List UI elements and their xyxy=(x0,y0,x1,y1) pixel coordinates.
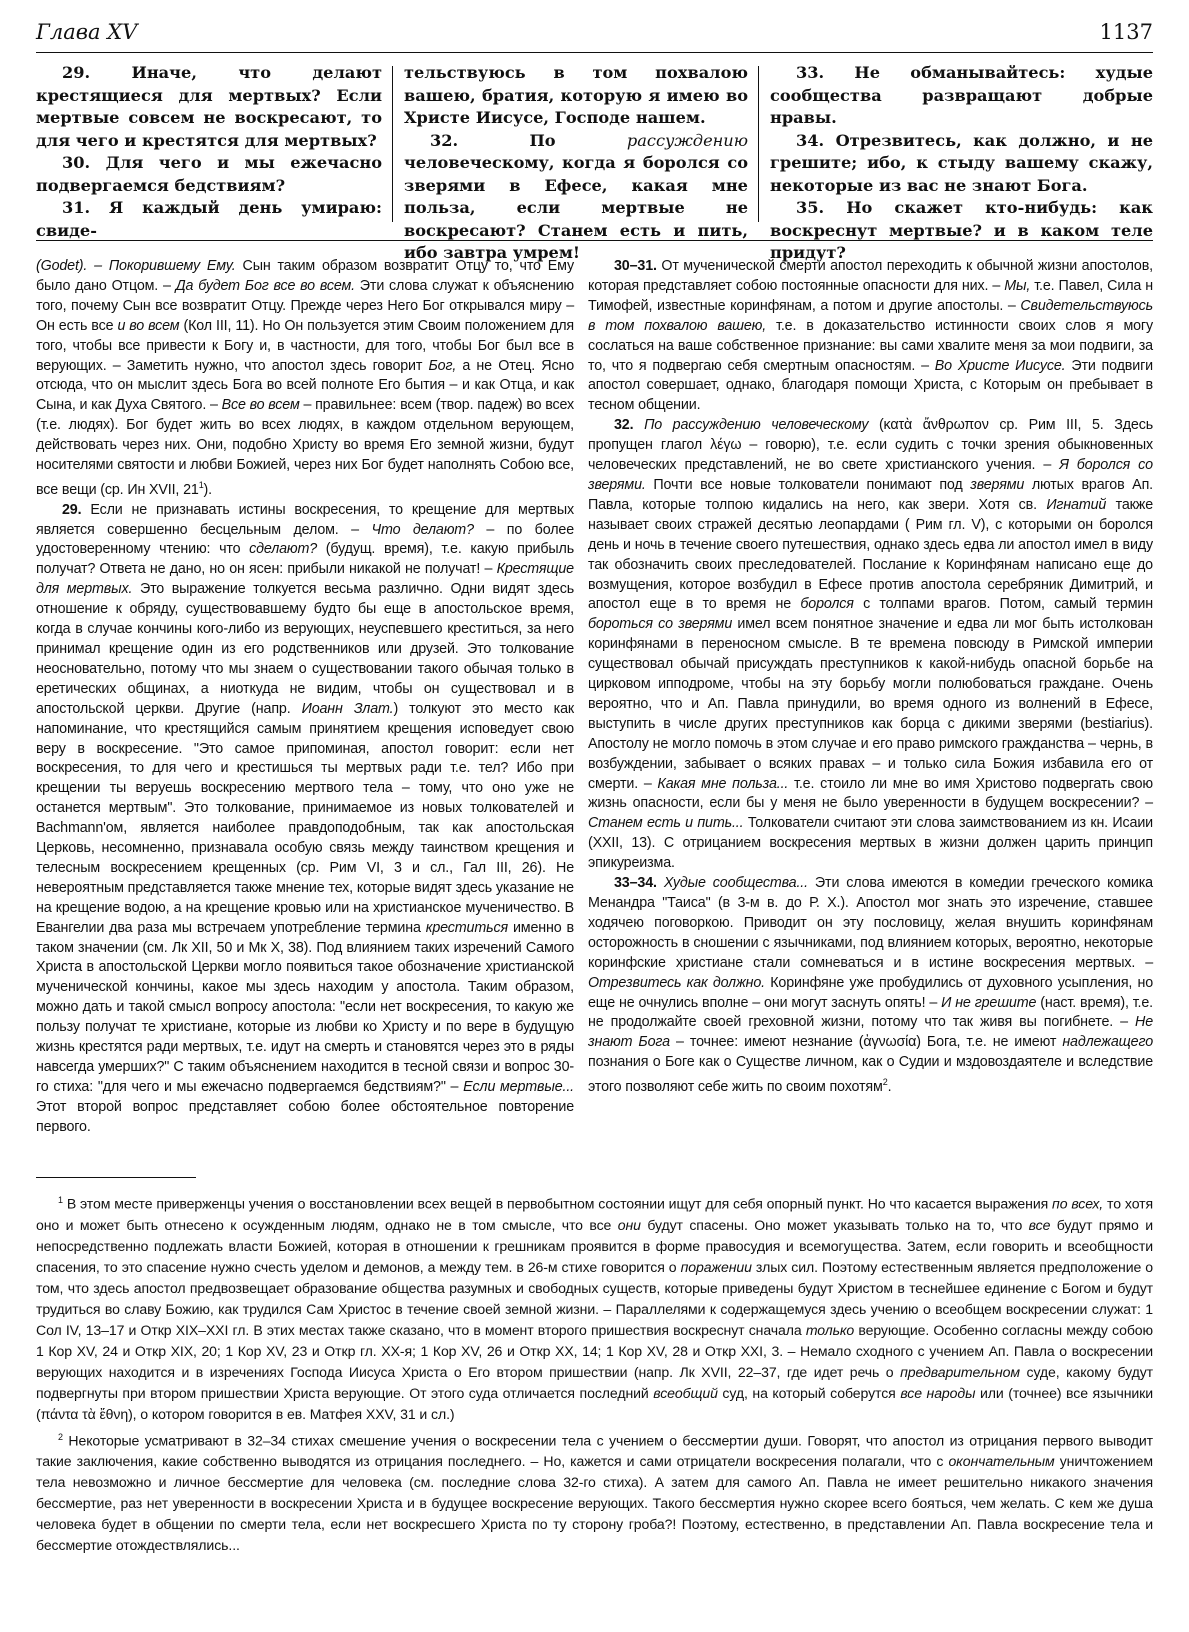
header-rule xyxy=(36,52,1153,53)
column-divider xyxy=(392,66,393,222)
verse-29: 29. Иначе, что делают крестящиеся для мертвых? Если мертвые совсем не воскресают, то для чего и крестятся для мертвых? xyxy=(36,63,382,150)
verse-column-1 xyxy=(36,62,382,240)
running-header xyxy=(36,20,1153,50)
commentary-paragraph-30-31: 30–31. От мученической смерти апостол переходить к обычной жизни апостолов, которая представляет собою постоянные опасности для них. – Мы, т.е. Павел, Сила н Тимофей, известные коринфянам, а потом и другие апостолы. – Свидетельствуюсь в том похвалою вашею, т.е. в доказательство истинности своих слов я могу сослаться на ваше собственное признание: вы сами хвалите меня за мои подвиги, за то, что я подвергаю себя смертным опасностям. – Во Христе Иисусе. Эти подвиги апостол совершает, однако, благодаря помощи Христа, с Которым он пребывает в тесном общении. xyxy=(588,258,1153,414)
footnotes xyxy=(36,1190,1153,1620)
verse-column-2 xyxy=(404,62,748,262)
scripture-verses xyxy=(36,62,1153,262)
section-rule xyxy=(36,240,1153,241)
footnote-2: $^2$ Некоторые усматривают в 32–34 стихах смешение учения о воскресении тела с учением о бессмертии души. Говорят, что апостол из отрицания первого выводит такие заключения, какие собственно выводятся из отрицания последнего. – Но, кажется и сами отрицатели воскресения полагали, что с окончательным уничтожением тела невозможно и личное бессмертие для человека (см. последние слова 32-го стиха). А затем для самого Ап. Павла не имеет решительно никакого значения бессмертие, раз нет уверенности в воскресении Христа и в будущее воскресение верующих. Такого бессмертия нужно скорее всего бояться, чем желать. С кем же душа человека будет в общении по смерти тела, если нет воскресшего Христа по ту сторону гроба?! Поэтому, естественно, в представлении Ап. Павла воскресение тела и бессмертие отождествлялись... xyxy=(36,1431,1153,1554)
commentary-paragraph: (Godet). – Покорившему Ему. Сын таким образом возвратит Отцу то, что Ему было дано Отцом. – Да будет Бог все во всем. Эти слова служат к объяснению того, почему Сын все возвратит Отцу. Прежде через Него Бог открывался миру – Он есть все и во всем (Кол III, 11). Но Он пользуется этим Своим положением для того, чтобы все привести к Богу и, в частности, для того, чтобы Бог был все в верующих. – Заметить нужно, что апостол здесь говорит Бог, а не Отец. Ясно отсюда, что он мыслит здесь Бога во всей полноте Его бытия – и как Отца, и как Сына, и как Духа Святого. – Все во всем – правильнее: всем (твор. падеж) во всех (т.е. людях). Бог будет жить во всех людях, в каждом отдельном верующем, действовать через них. Они, подобно Христу во время Его земной жизни, будут носителями святости и любви Божией, через них Бог будет наполнять Собою все, все вещи (ср. Ин XVII, $21^1$). xyxy=(36,258,575,498)
verse-35: 35. Но скажет кто-нибудь: как воскреснут мертвые? и в каком теле придут? xyxy=(770,198,1153,262)
verse-33: 33. Не обманывайтесь: худые сообщества развращают добрые нравы. xyxy=(770,63,1153,127)
chapter-title: Глава XV xyxy=(36,20,138,44)
footnote-1: $^1$ В этом месте приверженцы учения о восстановлении всех вещей в первобытном состоянии ищут для себя опорный пункт. Но что касается выражения по всех, то хотя оно и может быть отнесено к осужденным людям, однако не в том смысле, что все они будут спасены. Оно может указывать только на то, что все будут прямо и непосредственно подлежать власти Божией, которая в отношении к грешникам проявится в форме правосудия и всемогущества. Затем, если говорить и всеобщности спасения, то это спасение нужно счесть уделом и демонов, а между тем. в 26-м стихе говорится о поражении злых сил. Поэтому естественным является предположение о том, что здесь апостол предвозвещает образование общества разумных и свободных существ, которые приведены будут Христом в теснейшее единение с Богом и будут трудиться во славу Божию, как трудился Сам Христос в течение своей земной жизни. – Параллелями к содержащемуся здесь учению о всеобщем воскресении служат: 1 Сол IV, 13–17 и Откр XIX–XXI гл. В этих местах также сказано, что в момент второго пришествия воскреснут сначала только верующие. Особенно согласны между собою 1 Кор XV, 24 и Откр XIX, 20; 1 Кор XV, 23 и Откр гл. XX-я; 1 Кор XV, 26 и Откр XX, 14; 1 Кор XV, 28 и Откр XXI, 3. – Немало сходного с учением Ап. Павла о воскресении верующих находится и в изречениях Господа Иисуса Христа о Его втором пришествии (напр. Лк XVII, 22–37, где идет речь о предварительном суде, какому будут подвергнуты при втором пришествии Христа верующие. От этого суда отличается последний всеобщий суд, на который соберутся все народы или (точнее) все язычники (πάντα τὰ ἔθνη), о котором говорится в ев. Матфея XXV, 31 и сл.) xyxy=(36,1195,1154,1422)
commentary-paragraph-29: 29. Если не признавать истины воскресения, то крещение для мертвых является совершенно бесцельным делом. – Что делают? – по более удостоверенному чтению: что сделают? (будущ. время), т.е. какую прибыль получат? Ответа не дано, но он ясен: прибыли никакой не получат! – Крестящие для мертвых. Это выражение толкуется весьма различно. Одни видят здесь отношение к обряду, существовавшему будто бы еще в апостольское время, когда в случае кончины кого-либо из верующих, неуспевшего креститься, за него принимал крещение один из его родственников или друзей. Это толкование неосновательно, потому что мы знаем о существовании такого обычая только в еретических общинах, а ниоткуда не видим, чтобы он существовал и в апостольской церкви. Другие (напр. Иоанн Злат.) толкуют это место как напоминание, что крестящийся самым принятием крещения исповедует свою веру в воскресение. "Это самое припоминая, апостол говорит: если нет воскресения, то для чего и крестишься ты мертвых ради т.е. тел? Ибо при крещении ты веруешь воскресению мертвого тела – тому, что оно уже не останется мертвым". Это толкование, принимаемое из новых толкователей и Bachmann'ом, является наиболее правдоподобным, так как апостольская Церковь, несомненно, признавала особую связь между таинством крещения и телесным воскресением крещенных (ср. Рим VI, 3 и сл., Гал III, 26). Не невероятным представляется также мнение тех, которые видят здесь указание не на крещение водою, а на крещение кровью или на христианское мученичество. В Евангелии два раза мы встречаем употребление термина креститься именно в таком значении (см. Лк XII, 50 и Мк X, 38). Под влиянием таких изречений Самого Христа в апостольской Церкви могло появиться такое обозначение христианской мученической кончины, какое мы здесь находим у апостола. Таким образом, можно дать и такой смысл вопросу апостола: "если нет воскресения, то какую же пользу получат те христиане, которые из любви ко Христу и по вере в будущую жизнь крестятся ради мертвых, т.е. идут на смерть и становятся через это в ряды навсегда умерших?" С таким объяснением находится в тесной связи и вопрос 30-го стиха: "для чего и мы ежечасно подвергаемся бедствиям?" – Если мертвые... Этот второй вопрос представляет собою более обстоятельное повторение первого. xyxy=(36,501,575,1135)
verse-30: 30. Для чего и мы ежечасно подвергаемся бедствиям? xyxy=(36,153,382,195)
commentary-right-column xyxy=(588,257,1153,1157)
commentary-paragraph-33-34: 33–34. Худые сообщества... Эти слова имеются в комедии греческого комика Менандра "Таиса" (в 3-м в. до Р. Х.). Апостол мог знать это изречение, ставшее ходячею поговоркою. Приводит он эту пословицу, желая внушить коринфянам осторожность в сношении с язычниками, под влиянием которых, вероятно, некоторые коринфские христиане стали сомневаться и в истине воскресения мертвых. – Отрезвитесь как должно. Коринфяне уже пробудились от духовного усыпления, но еще не очнулись вполне – они могут заснуть опять! – И не грешите (наст. время), т.е. не продолжайте своей греховной жизни, потому что так живя вы погибнете. – Не знают Бога – точнее: имеют незнание (ἀγνωσία) Бога, т.е. не имеют надлежащего познания о Боге как о Существе личном, как о Судии и мздовоздаятеле и вследствие этого позволяют себе жить по своим похотям$^2$. xyxy=(588,875,1154,1095)
footnote-rule xyxy=(36,1177,196,1178)
commentary-left-column xyxy=(36,257,574,1157)
verse-column-3 xyxy=(770,62,1153,262)
page-number: 1137 xyxy=(1099,20,1153,44)
verse-31: 31. Я каждый день умираю: свиде- xyxy=(36,198,382,240)
verse-31-continued: тельствуюсь в том похвалою вашею, братия, которую я имею во Христе Иисусе, Господе нашем. xyxy=(404,63,748,127)
verse-34: 34. Отрезвитесь, как должно, и не грешите; ибо, к стыду вашему скажу, некоторые из вас не знают Бога. xyxy=(770,130,1153,195)
verse-32: 32. По рассуждению человеческому, когда я боролся со зверями в Ефесе, какая мне польза, если мертвые не воскресают? Станем есть и пить, ибо завтра умрем! xyxy=(404,130,748,262)
column-divider xyxy=(758,66,759,222)
commentary-paragraph-32: 32. По рассуждению человеческому (κατὰ ἄνθρωπον ср. Рим III, 5. Здесь пропущен глагол λέγω – говорю), т.е. если судить с точки зрения обыкновенных человеческих представлений, не во свете христианского учения. – Я боролся со зверями. Почти все новые толкователи понимают под зверями лютых врагов Ап. Павла, которые толпою кидались на него, как звери. Хотя св. Игнатий также называет своих стражей десятью леопардами ( Рим гл. V), с которыми он боролся день и ночь в течение своего путешествия, однако здесь едва ли апостол имел в виду так обозначить своих преследователей. Послание к Коринфянам написано еще до возмущения, которое возбудил в Ефесе против апостола серебряник Димитрий, и апостол еще в то время не боролся с толпами врагов. Потом, самый термин бороться со зверями имел всем понятное значение и едва ли мог быть истолкован коринфянами в переносном смысле. В те времена повсюду в Римской империи существовал обычай присуждать преступников к какой-нибудь опасной борьбе на цирковом ипподроме, чтобы на эту борьбу могли полюбоваться граждане. Очень вероятно, что и Ап. Павла принудили, во время одного из волнений в Ефесе, выступить в числе других преступников как борца с дикими зверями (bestiarius). Апостолу не могло помочь в этом случае и его право римского гражданства – чернь, в возбуждении, забывает о всяких правах – и только сила Божия избавила его от смерти. – Какая мне польза... т.е. стоило ли мне во имя Христово подвергать свою жизнь опасности, если бы у меня не было уверенности в будущем воскресении? – Станем есть и пить... Толкователи считают эти слова заимствованием из кн. Исаии (XXII, 13). С отрицанием воскресения мертвых в жизни должен царить принцип эпикуреизма. xyxy=(588,417,1154,872)
